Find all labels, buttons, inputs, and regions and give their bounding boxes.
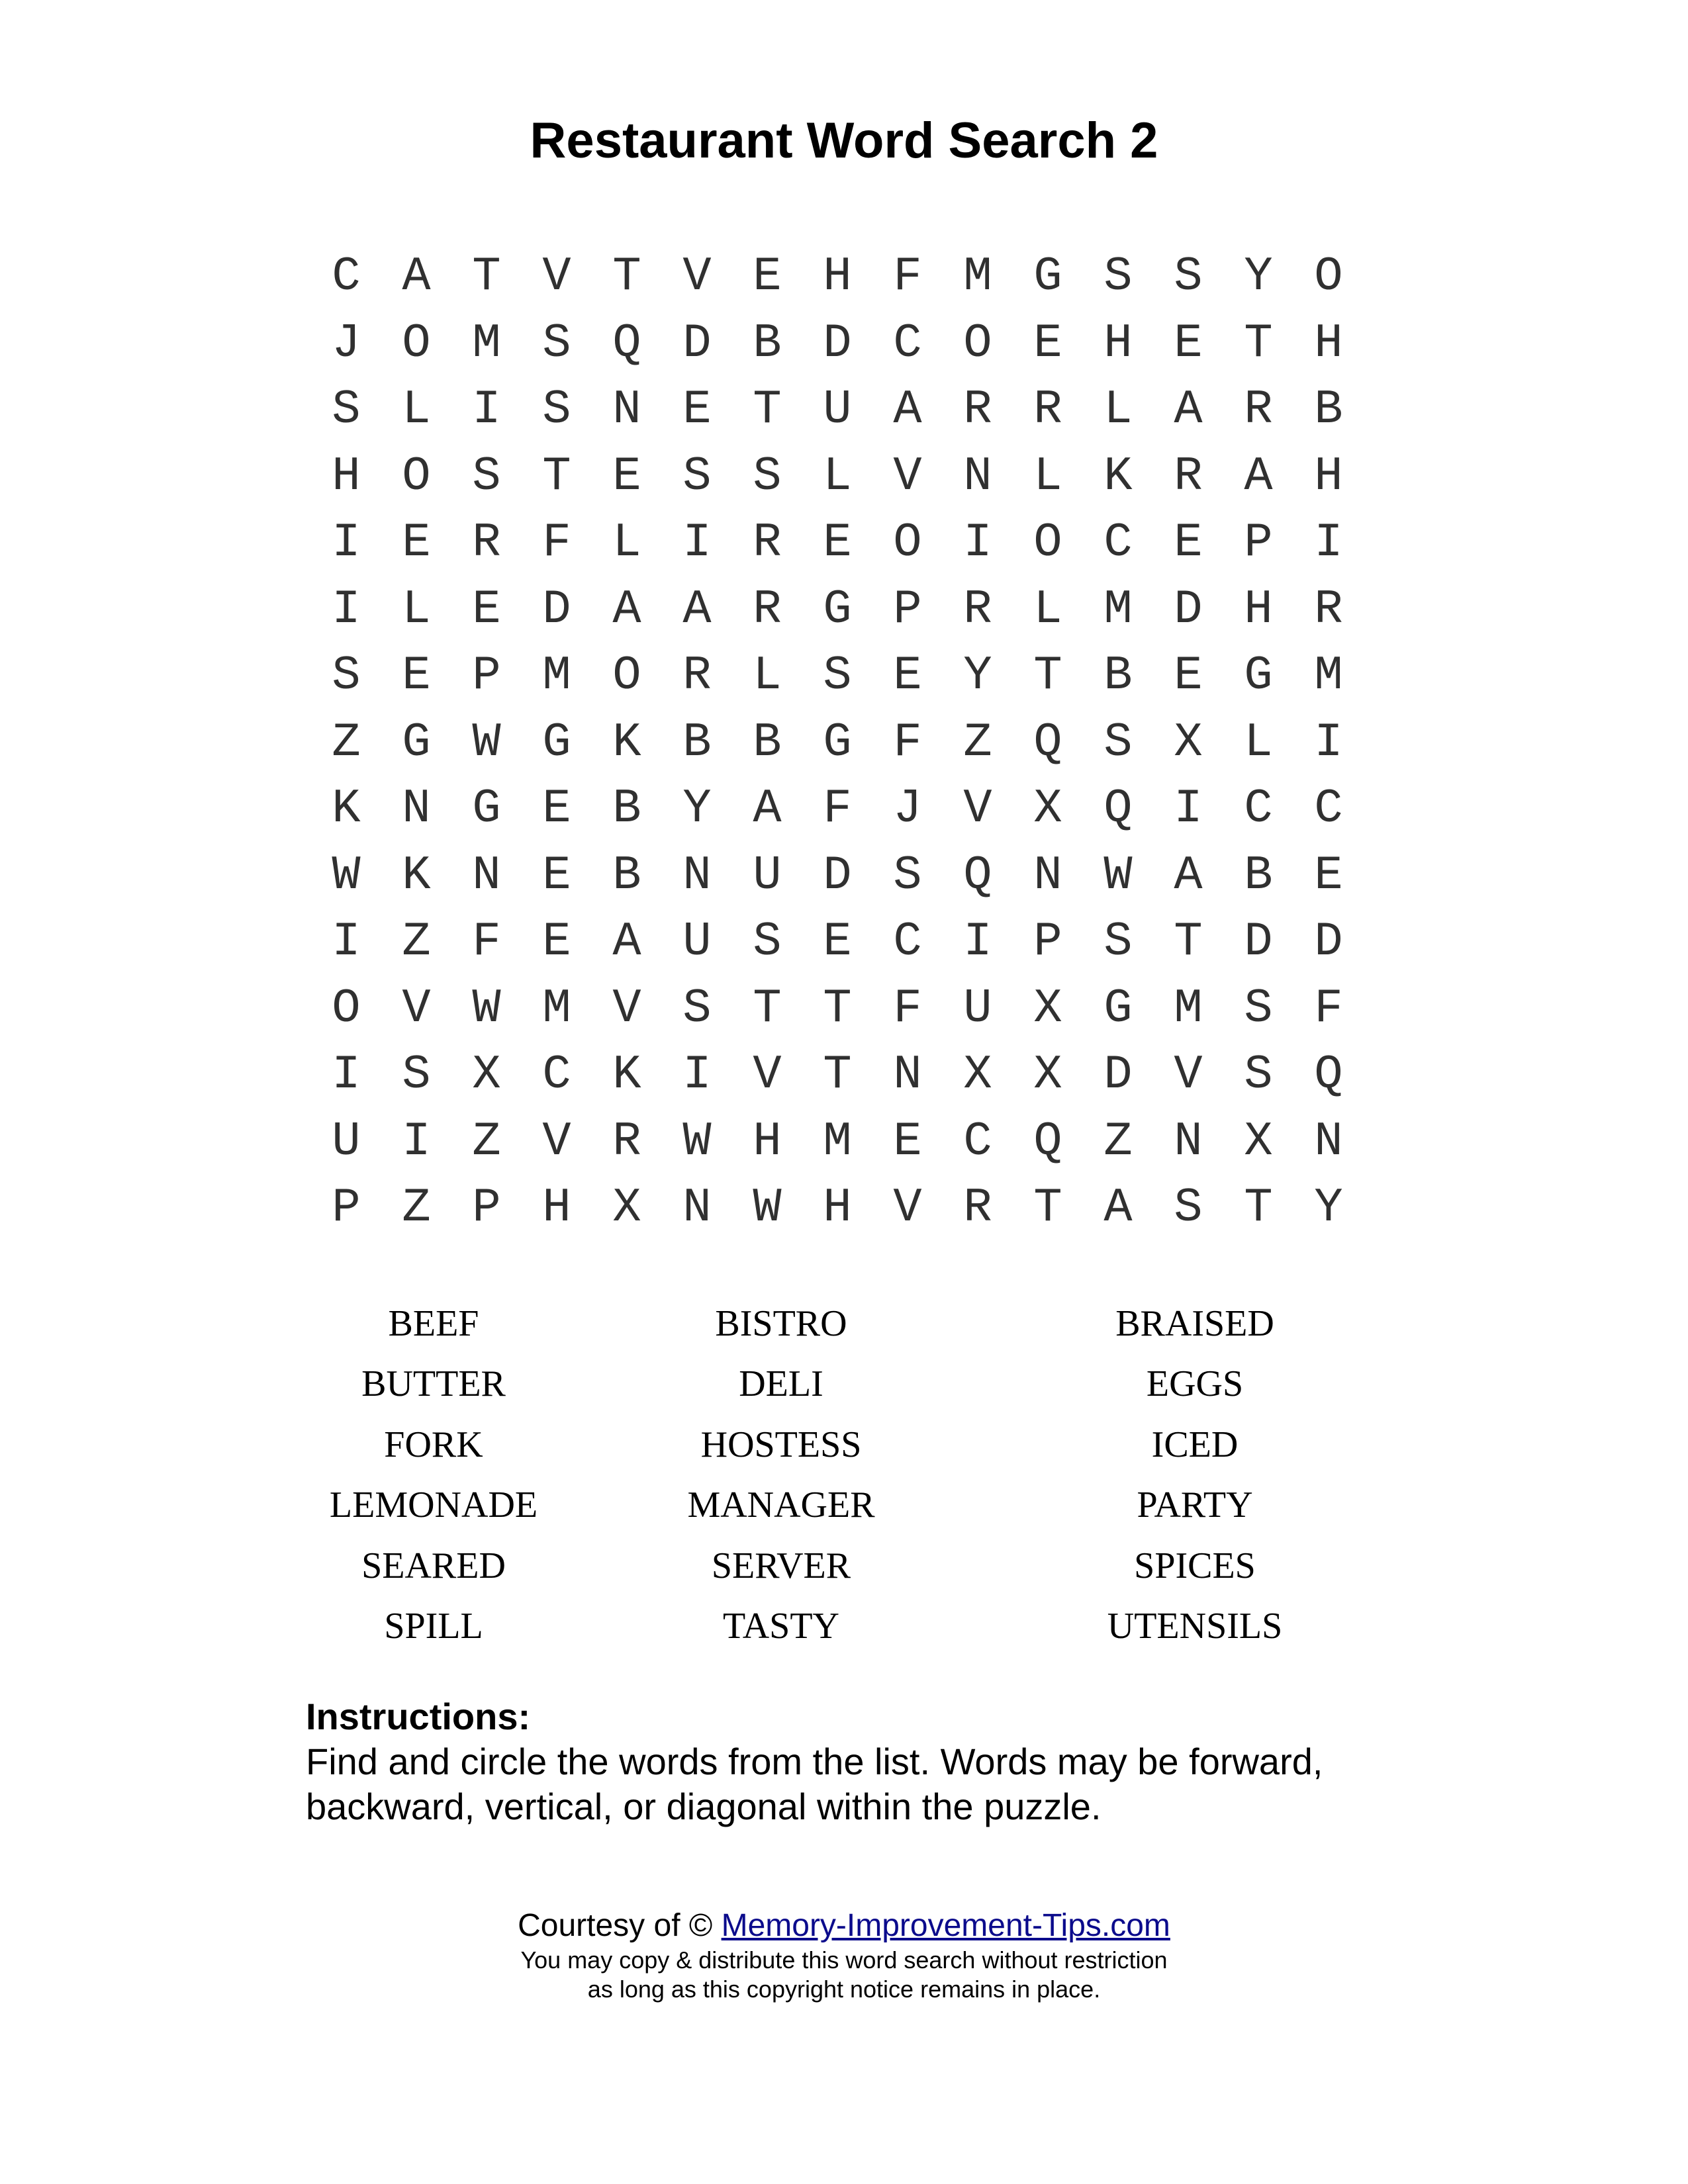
grid-cell: V <box>402 981 431 1036</box>
grid-cell: H <box>823 250 852 304</box>
grid-cell: C <box>893 915 922 969</box>
grid-cell: M <box>542 981 571 1036</box>
grid-cell: X <box>963 1048 992 1102</box>
grid-cell: S <box>332 383 361 437</box>
word-list-item: TASTY <box>723 1605 839 1647</box>
grid-cell: Z <box>1103 1114 1133 1169</box>
grid-cell: Y <box>682 782 712 836</box>
grid-cell: N <box>1314 1114 1343 1169</box>
grid-cell: X <box>1244 1114 1273 1169</box>
grid-cell: U <box>823 383 852 437</box>
grid-cell: K <box>332 782 361 836</box>
grid-cell: S <box>682 981 712 1036</box>
grid-cell: I <box>332 1048 361 1102</box>
grid-cell: M <box>963 250 992 304</box>
grid-cell: V <box>963 782 992 836</box>
grid-cell: Q <box>1033 1114 1062 1169</box>
grid-cell: O <box>332 981 361 1036</box>
copyright-notice-line-1: You may copy & distribute this word search without restriction <box>520 1946 1168 1974</box>
grid-cell: Y <box>1244 250 1273 304</box>
grid-cell: D <box>823 316 852 371</box>
grid-cell: A <box>1174 848 1203 903</box>
grid-cell: V <box>682 250 712 304</box>
grid-cell: O <box>402 449 431 504</box>
grid-cell: S <box>1103 250 1133 304</box>
grid-cell: P <box>893 582 922 637</box>
grid-cell: V <box>542 250 571 304</box>
grid-cell: O <box>402 316 431 371</box>
word-list-item: BRAISED <box>1115 1303 1274 1344</box>
grid-cell: Y <box>1314 1181 1343 1235</box>
grid-cell: R <box>753 582 782 637</box>
grid-cell: U <box>963 981 992 1036</box>
grid-cell: N <box>682 1181 712 1235</box>
grid-cell: D <box>682 316 712 371</box>
grid-cell: S <box>542 316 571 371</box>
grid-cell: E <box>1174 649 1203 703</box>
grid-cell: I <box>1314 516 1343 570</box>
grid-cell: O <box>963 316 992 371</box>
grid-cell: T <box>753 981 782 1036</box>
grid-cell: Z <box>472 1114 501 1169</box>
grid-cell: A <box>612 915 641 969</box>
grid-cell: E <box>402 649 431 703</box>
footer <box>0 1906 1688 2004</box>
grid-cell: M <box>542 649 571 703</box>
word-list-item: EGGS <box>1146 1363 1244 1405</box>
grid-cell: E <box>823 516 852 570</box>
grid-cell: Y <box>963 649 992 703</box>
grid-cell: S <box>682 449 712 504</box>
grid-cell: F <box>893 981 922 1036</box>
instructions-heading: Instructions: <box>306 1696 531 1737</box>
grid-cell: E <box>893 649 922 703</box>
grid-cell: F <box>823 782 852 836</box>
grid-cell: A <box>612 582 641 637</box>
grid-cell: X <box>1033 981 1062 1036</box>
grid-cell: V <box>1174 1048 1203 1102</box>
grid-cell: I <box>963 516 992 570</box>
grid-cell: A <box>1244 449 1273 504</box>
grid-cell: K <box>612 1048 641 1102</box>
grid-cell: X <box>1033 782 1062 836</box>
grid-cell: U <box>332 1114 361 1169</box>
grid-cell: I <box>472 383 501 437</box>
grid-cell: R <box>753 516 782 570</box>
grid-cell: S <box>1174 1181 1203 1235</box>
grid-cell: M <box>1314 649 1343 703</box>
grid-cell: A <box>402 250 431 304</box>
grid-cell: Z <box>402 1181 431 1235</box>
word-search-grid <box>311 244 1370 1242</box>
grid-cell: L <box>402 383 431 437</box>
grid-cell: S <box>1103 915 1133 969</box>
grid-cell: C <box>332 250 361 304</box>
grid-cell: S <box>753 915 782 969</box>
grid-cell: Q <box>963 848 992 903</box>
grid-cell: T <box>542 449 571 504</box>
grid-cell: C <box>1244 782 1273 836</box>
grid-cell: S <box>472 449 501 504</box>
grid-cell: O <box>1033 516 1062 570</box>
grid-cell: B <box>612 782 641 836</box>
grid-cell: G <box>1103 981 1133 1036</box>
grid-cell: N <box>612 383 641 437</box>
grid-cell: R <box>1314 582 1343 637</box>
grid-cell: S <box>402 1048 431 1102</box>
grid-cell: E <box>893 1114 922 1169</box>
grid-cell: A <box>1174 383 1203 437</box>
word-list-item: BUTTER <box>361 1363 506 1405</box>
grid-cell: F <box>542 516 571 570</box>
grid-cell: T <box>753 383 782 437</box>
grid-cell: I <box>1174 782 1203 836</box>
grid-cell: Z <box>332 715 361 770</box>
grid-cell: H <box>1103 316 1133 371</box>
word-list-item: MANAGER <box>687 1484 875 1526</box>
grid-cell: L <box>1033 449 1062 504</box>
grid-cell: E <box>1314 848 1343 903</box>
grid-cell: G <box>1033 250 1062 304</box>
grid-cell: Q <box>1033 715 1062 770</box>
grid-cell: N <box>963 449 992 504</box>
grid-cell: D <box>823 848 852 903</box>
grid-cell: R <box>682 649 712 703</box>
grid-cell: E <box>542 782 571 836</box>
grid-cell: N <box>1033 848 1062 903</box>
grid-cell: H <box>753 1114 782 1169</box>
grid-cell: P <box>472 1181 501 1235</box>
grid-cell: H <box>1314 316 1343 371</box>
grid-cell: P <box>472 649 501 703</box>
grid-cell: H <box>823 1181 852 1235</box>
instructions-text: Find and circle the words from the list. Words may be forward, backward, vertical, or diagonal within the puzzle. <box>306 1741 1323 1827</box>
grid-cell: T <box>1244 1181 1273 1235</box>
word-list-item: UTENSILS <box>1107 1605 1283 1647</box>
grid-cell: L <box>402 582 431 637</box>
grid-cell: H <box>332 449 361 504</box>
grid-cell: A <box>1103 1181 1133 1235</box>
grid-cell: M <box>472 316 501 371</box>
grid-cell: N <box>472 848 501 903</box>
grid-cell: E <box>472 582 501 637</box>
word-list-item: BEEF <box>388 1303 479 1344</box>
grid-cell: W <box>1103 848 1133 903</box>
grid-cell: E <box>542 915 571 969</box>
grid-cell: W <box>472 715 501 770</box>
instructions-section <box>306 1694 1431 1829</box>
grid-cell: T <box>1033 649 1062 703</box>
grid-cell: A <box>682 582 712 637</box>
grid-cell: R <box>1174 449 1203 504</box>
grid-cell: U <box>753 848 782 903</box>
grid-cell: S <box>1244 1048 1273 1102</box>
grid-cell: B <box>753 715 782 770</box>
grid-cell: Q <box>1314 1048 1343 1102</box>
grid-cell: I <box>682 1048 712 1102</box>
grid-cell: D <box>1244 915 1273 969</box>
grid-cell: Z <box>402 915 431 969</box>
grid-cell: R <box>963 383 992 437</box>
grid-cell: C <box>1314 782 1343 836</box>
grid-cell: E <box>612 449 641 504</box>
grid-cell: L <box>753 649 782 703</box>
grid-cell: U <box>682 915 712 969</box>
word-list-item: SPICES <box>1134 1545 1256 1586</box>
grid-cell: F <box>472 915 501 969</box>
grid-cell: N <box>1174 1114 1203 1169</box>
word-list-item: SERVER <box>711 1545 851 1586</box>
grid-cell: H <box>1314 449 1343 504</box>
grid-cell: E <box>1174 516 1203 570</box>
grid-cell: M <box>1174 981 1203 1036</box>
grid-cell: T <box>472 250 501 304</box>
grid-cell: S <box>1103 715 1133 770</box>
grid-cell: I <box>332 915 361 969</box>
grid-cell: A <box>893 383 922 437</box>
grid-cell: W <box>332 848 361 903</box>
grid-cell: S <box>753 449 782 504</box>
word-list-item: BISTRO <box>715 1303 847 1344</box>
grid-cell: L <box>612 516 641 570</box>
grid-cell: T <box>612 250 641 304</box>
grid-cell: S <box>332 649 361 703</box>
word-list-item: LEMONADE <box>329 1484 538 1526</box>
grid-cell: G <box>402 715 431 770</box>
grid-cell: W <box>753 1181 782 1235</box>
grid-cell: P <box>332 1181 361 1235</box>
grid-cell: I <box>332 582 361 637</box>
grid-cell: I <box>1314 715 1343 770</box>
word-list-item: PARTY <box>1137 1484 1253 1526</box>
courtesy-prefix: Courtesy of © <box>518 1908 722 1943</box>
grid-cell: L <box>823 449 852 504</box>
word-list-item: FORK <box>384 1424 483 1465</box>
grid-cell: T <box>1033 1181 1062 1235</box>
grid-cell: I <box>963 915 992 969</box>
grid-cell: H <box>1244 582 1273 637</box>
word-list-item: SEARED <box>361 1545 506 1586</box>
grid-cell: V <box>753 1048 782 1102</box>
grid-cell: W <box>472 981 501 1036</box>
grid-cell: T <box>1244 316 1273 371</box>
grid-cell: K <box>1103 449 1133 504</box>
page-title: Restaurant Word Search 2 <box>530 113 1158 169</box>
grid-cell: H <box>542 1181 571 1235</box>
grid-cell: C <box>963 1114 992 1169</box>
grid-cell: A <box>753 782 782 836</box>
grid-cell: O <box>893 516 922 570</box>
grid-cell: F <box>893 250 922 304</box>
grid-cell: V <box>893 1181 922 1235</box>
grid-cell: P <box>1033 915 1062 969</box>
grid-cell: F <box>1314 981 1343 1036</box>
word-list-item: HOSTESS <box>700 1424 862 1465</box>
grid-cell: T <box>823 1048 852 1102</box>
word-list <box>305 1294 1397 1657</box>
grid-cell: X <box>1174 715 1203 770</box>
site-link[interactable]: Memory-Improvement-Tips.com <box>721 1908 1170 1943</box>
grid-cell: C <box>542 1048 571 1102</box>
grid-cell: S <box>1174 250 1203 304</box>
grid-cell: N <box>893 1048 922 1102</box>
grid-cell: Q <box>612 316 641 371</box>
grid-cell: G <box>472 782 501 836</box>
grid-cell: D <box>1174 582 1203 637</box>
grid-cell: F <box>893 715 922 770</box>
grid-cell: B <box>1244 848 1273 903</box>
grid-cell: N <box>682 848 712 903</box>
word-list-item: DELI <box>739 1363 823 1405</box>
grid-cell: E <box>1033 316 1062 371</box>
grid-cell: X <box>472 1048 501 1102</box>
grid-cell: E <box>753 250 782 304</box>
grid-cell: X <box>1033 1048 1062 1102</box>
word-list-item: ICED <box>1151 1424 1239 1465</box>
grid-cell: S <box>542 383 571 437</box>
grid-cell: E <box>402 516 431 570</box>
grid-cell: R <box>1244 383 1273 437</box>
grid-cell: B <box>753 316 782 371</box>
grid-cell: J <box>332 316 361 371</box>
grid-cell: M <box>823 1114 852 1169</box>
grid-cell: E <box>823 915 852 969</box>
grid-cell: G <box>823 715 852 770</box>
grid-cell: C <box>893 316 922 371</box>
grid-cell: E <box>682 383 712 437</box>
grid-cell: P <box>1244 516 1273 570</box>
grid-cell: D <box>1314 915 1343 969</box>
grid-cell: R <box>612 1114 641 1169</box>
grid-cell: B <box>1103 649 1133 703</box>
grid-cell: C <box>1103 516 1133 570</box>
grid-cell: B <box>1314 383 1343 437</box>
grid-cell: R <box>963 582 992 637</box>
grid-cell: L <box>1244 715 1273 770</box>
grid-cell: B <box>612 848 641 903</box>
grid-cell: K <box>612 715 641 770</box>
grid-cell: J <box>893 782 922 836</box>
grid-cell: R <box>1033 383 1062 437</box>
grid-cell: O <box>612 649 641 703</box>
grid-cell: K <box>402 848 431 903</box>
grid-cell: R <box>472 516 501 570</box>
grid-cell: I <box>332 516 361 570</box>
grid-cell: N <box>402 782 431 836</box>
grid-cell: V <box>893 449 922 504</box>
grid-cell: G <box>542 715 571 770</box>
grid-cell: I <box>682 516 712 570</box>
grid-cell: L <box>1103 383 1133 437</box>
grid-cell: M <box>1103 582 1133 637</box>
grid-cell: G <box>823 582 852 637</box>
grid-cell: E <box>1174 316 1203 371</box>
grid-cell: Z <box>963 715 992 770</box>
grid-cell: R <box>963 1181 992 1235</box>
courtesy-line <box>0 1906 1688 1946</box>
grid-cell: Q <box>1103 782 1133 836</box>
grid-cell: V <box>612 981 641 1036</box>
grid-cell: V <box>542 1114 571 1169</box>
grid-cell: T <box>1174 915 1203 969</box>
grid-cell: G <box>1244 649 1273 703</box>
grid-cell: W <box>682 1114 712 1169</box>
grid-cell: S <box>823 649 852 703</box>
grid-cell: B <box>682 715 712 770</box>
grid-cell: X <box>612 1181 641 1235</box>
grid-cell: T <box>823 981 852 1036</box>
grid-cell: O <box>1314 250 1343 304</box>
grid-cell: I <box>402 1114 431 1169</box>
grid-cell: D <box>542 582 571 637</box>
grid-cell: E <box>542 848 571 903</box>
grid-cell: S <box>1244 981 1273 1036</box>
word-list-item: SPILL <box>384 1605 483 1647</box>
grid-cell: D <box>1103 1048 1133 1102</box>
copyright-notice-line-2: as long as this copyright notice remains in place. <box>587 1976 1101 2003</box>
grid-cell: L <box>1033 582 1062 637</box>
grid-cell: S <box>893 848 922 903</box>
